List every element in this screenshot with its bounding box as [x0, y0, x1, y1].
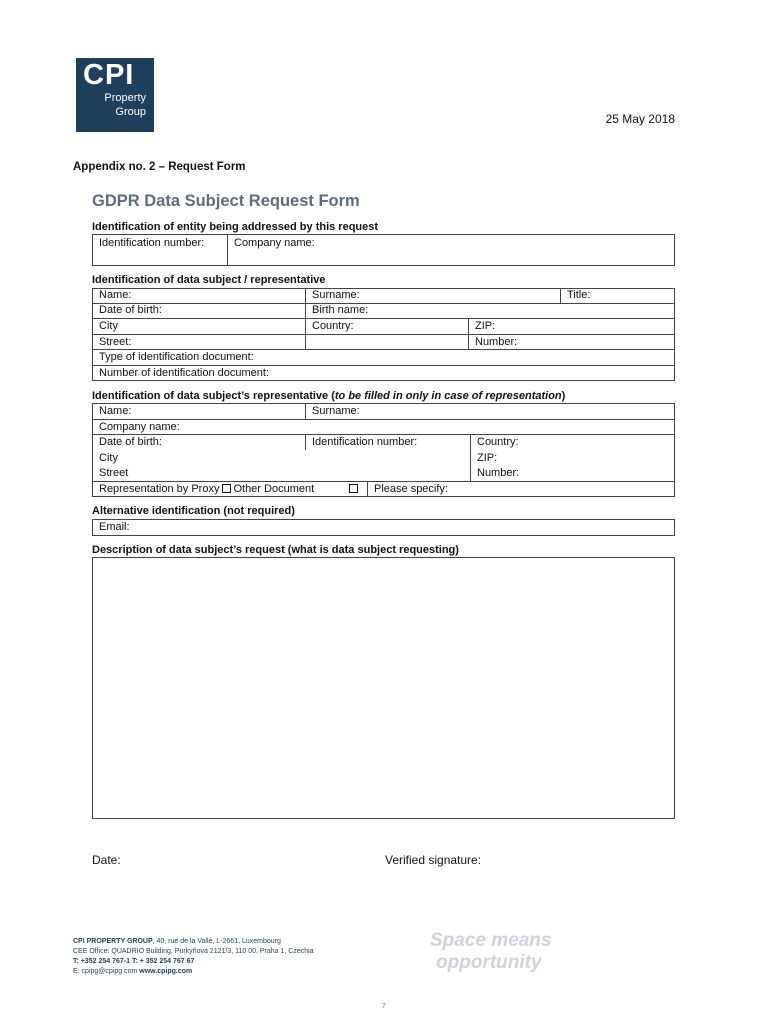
divider [468, 318, 469, 349]
section1-label: Identification of entity being addressed by this request [92, 221, 379, 233]
subject-country-field[interactable]: Country: [312, 320, 354, 332]
subject-zip-field[interactable]: ZIP: [475, 320, 496, 332]
subject-number-field[interactable]: Number: [475, 336, 518, 348]
slogan [430, 930, 551, 974]
verified-signature-label: Verified signature: [385, 853, 482, 867]
rep-document-row [99, 482, 314, 497]
entity-id-number-field[interactable]: Identification number: [99, 237, 205, 249]
footer-company-address: , 40, rue de la Vallé, L-2661, Luxembourg [152, 938, 281, 945]
page-number: 7 [382, 1003, 386, 1010]
rep-street-field[interactable]: Street [99, 467, 129, 479]
document-date: 25 May 2018 [605, 112, 675, 126]
appendix-heading: Appendix no. 2 – Request Form [73, 161, 246, 173]
subject-street-field[interactable]: Street: [99, 336, 132, 348]
row-line [92, 303, 675, 304]
section5-label: Description of data subject’s request (what is data subject requesting) [92, 544, 459, 556]
rep-zip-field[interactable]: ZIP: [477, 452, 498, 464]
slogan-line2: opportunity [436, 952, 542, 973]
cpi-logo [76, 58, 154, 132]
section3-label [92, 390, 565, 402]
rep-city-field[interactable]: City [99, 452, 118, 464]
email-box [92, 519, 675, 536]
subject-name-field[interactable]: Name: [99, 289, 132, 301]
divider [470, 434, 471, 481]
other-document-label: Other Document [233, 483, 315, 495]
divider [305, 288, 306, 349]
subject-birth-name-field[interactable]: Birth name: [312, 304, 369, 316]
entity-company-name-field[interactable]: Company name: [234, 237, 315, 249]
rep-name-field[interactable]: Name: [99, 405, 132, 417]
footer-address [73, 937, 314, 977]
subject-surname-field[interactable]: Surname: [312, 289, 360, 301]
rep-company-name-field[interactable]: Company name: [99, 421, 180, 433]
divider [305, 434, 306, 450]
rep-id-number-field[interactable]: Identification number: [312, 436, 418, 448]
logo-name: CPI [83, 59, 135, 91]
subject-title-field[interactable]: Title: [567, 289, 591, 301]
request-description-field[interactable] [92, 557, 675, 819]
section4-label: Alternative identification (not required) [92, 505, 295, 517]
proxy-checkbox[interactable] [222, 484, 231, 493]
form-title: GDPR Data Subject Request Form [92, 192, 360, 210]
logo-line2: Group [115, 106, 146, 118]
footer-office: CEE Office: QUADRIO Building, Purkyňova 2121/3, 110 00, Praha 1, Czechia [73, 948, 314, 955]
rep-number-field[interactable]: Number: [477, 467, 520, 479]
footer-email: E: cpipg@cpipg.com [73, 968, 140, 975]
please-specify-field[interactable]: Please specify: [374, 483, 448, 495]
subject-doc-type-field[interactable]: Type of identification document: [99, 351, 254, 363]
row-line [92, 318, 675, 319]
subject-city-field[interactable]: City [99, 320, 118, 332]
divider [305, 403, 306, 419]
footer-website-link[interactable]: www.cpipg.com [139, 968, 193, 975]
section3-label-pre: Identification of data subject’s representative ( [92, 390, 335, 402]
footer-phone: T: +352 254 767-1 T: + 352 254 767 67 [73, 958, 195, 965]
logo-line1: Property [104, 92, 146, 104]
footer-company: CPI PROPERTY GROUP [73, 938, 153, 945]
section3-label-post: ) [561, 390, 566, 402]
email-field[interactable]: Email: [99, 521, 130, 533]
proxy-label: Representation by Proxy [99, 483, 220, 495]
divider [367, 481, 368, 497]
slogan-line1: Space means [430, 930, 552, 951]
rep-country-field[interactable]: Country: [477, 436, 519, 448]
divider [227, 234, 228, 266]
subject-dob-field[interactable]: Date of birth: [99, 304, 162, 316]
row-line [92, 334, 675, 335]
section2-label: Identification of data subject / representative [92, 274, 326, 286]
subject-doc-number-field[interactable]: Number of identification document: [99, 367, 269, 379]
date-label: Date: [92, 853, 121, 867]
rep-dob-field[interactable]: Date of birth: [99, 436, 162, 448]
rep-surname-field[interactable]: Surname: [312, 405, 360, 417]
other-document-checkbox[interactable] [349, 484, 358, 493]
section3-label-italic: to be filled in only in case of representation [334, 390, 562, 402]
divider [560, 288, 561, 303]
